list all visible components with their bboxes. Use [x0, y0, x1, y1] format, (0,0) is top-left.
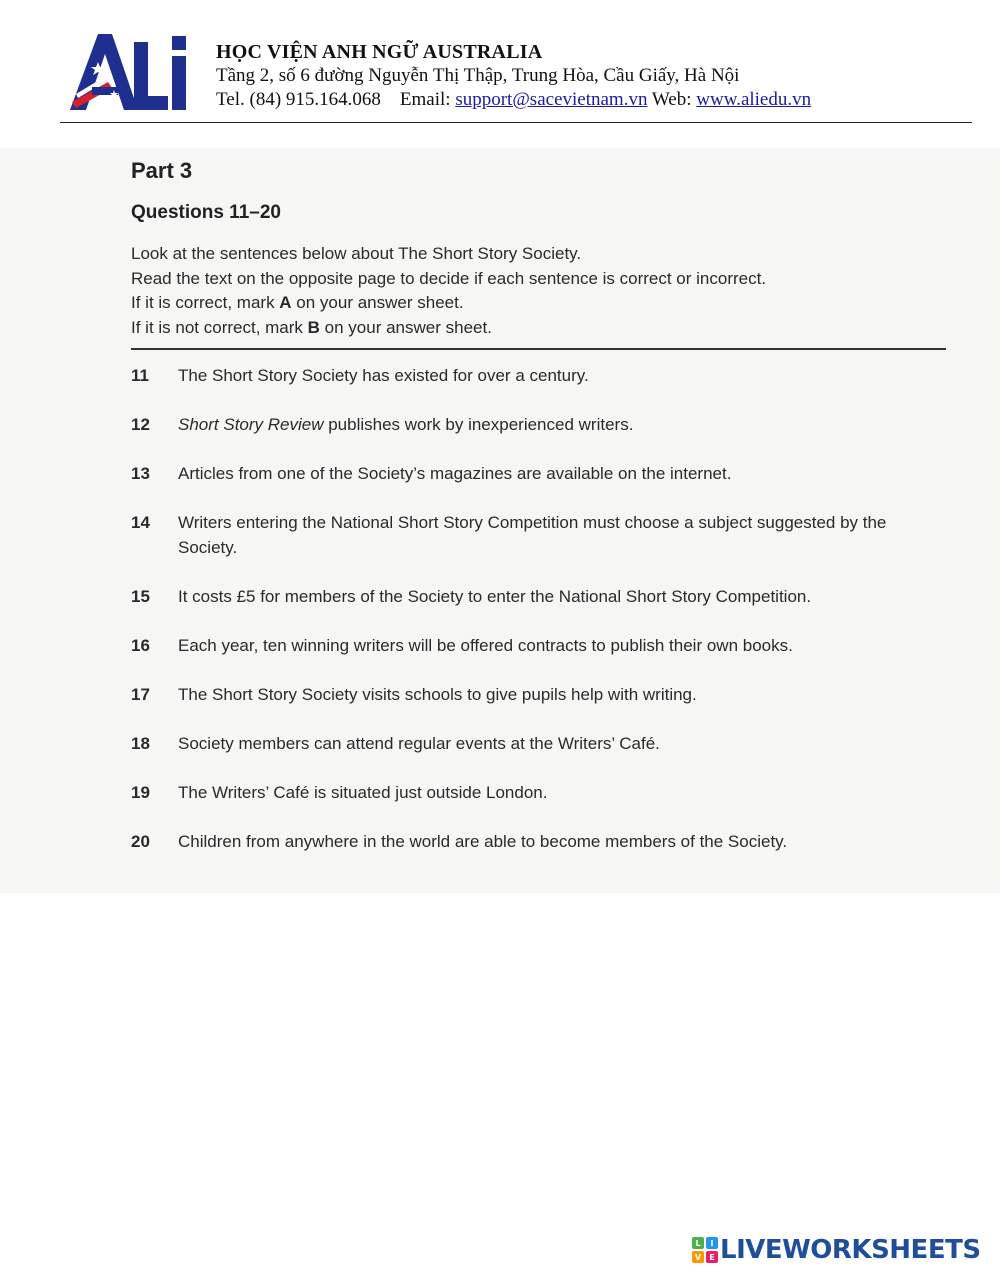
liveworksheets-wordmark: LIVEWORKSHEETS — [720, 1235, 981, 1265]
email-link[interactable]: support@sacevietnam.vn — [455, 89, 648, 110]
liveworksheets-logo-icon — [692, 1237, 718, 1263]
question-text: Articles from one of the Society’s magazines are available on the internet. — [178, 464, 732, 483]
instructions — [131, 242, 766, 340]
question-text: The Short Story Society visits schools to give pupils help with writing. — [178, 685, 697, 704]
question-text: Each year, ten winning writers will be offered contracts to publish their own books. — [178, 636, 793, 655]
part-heading: Part 3 — [131, 158, 193, 183]
email-label: Email: — [399, 89, 451, 110]
question-item — [131, 585, 946, 610]
question-number: 13 — [131, 464, 150, 483]
question-item — [131, 364, 946, 389]
question-item — [131, 413, 946, 438]
question-item — [131, 683, 946, 708]
question-text: The Short Story Society has existed for over a century. — [178, 366, 589, 385]
question-number: 12 — [131, 415, 150, 434]
question-text: The Writers’ Café is situated just outside London. — [178, 783, 548, 802]
question-number: 17 — [131, 685, 150, 704]
question-number: 11 — [131, 366, 149, 385]
liveworksheets-brand[interactable] — [692, 1232, 981, 1268]
svg-text:L: L — [695, 1239, 701, 1248]
header-divider — [60, 122, 972, 123]
org-name: HỌC VIỆN ANH NGỮ AUSTRALIA — [216, 41, 543, 63]
question-item — [131, 732, 946, 757]
svg-text:E: E — [709, 1253, 715, 1262]
question-item — [131, 830, 946, 855]
question-number: 19 — [131, 783, 150, 802]
question-number: 14 — [131, 513, 150, 532]
organization-info — [216, 40, 811, 112]
question-number: 15 — [131, 587, 150, 606]
question-text: It costs £5 for members of the Society to enter the National Short Story Competition. — [178, 587, 812, 606]
org-tel: Tel. (84) 915.164.068 — [216, 89, 381, 110]
svg-text:V: V — [694, 1253, 702, 1262]
web-link[interactable]: www.aliedu.vn — [696, 89, 812, 110]
question-item — [131, 634, 946, 659]
question-item — [131, 781, 946, 806]
svg-text:I: I — [710, 1239, 714, 1248]
question-item — [131, 511, 946, 560]
question-text: Short Story Review publishes work by inexperienced writers. — [178, 415, 634, 434]
web-label: Web: — [651, 89, 692, 110]
letterhead — [0, 0, 1000, 125]
question-number: 16 — [131, 636, 150, 655]
instruction-line: If it is not correct, mark B on your answer sheet. — [131, 317, 492, 337]
question-number: 20 — [131, 832, 150, 851]
ali-logo — [68, 32, 192, 112]
question-text: Writers entering the National Short Story Competition must choose a subject suggested by the Society. — [178, 513, 887, 557]
questions-divider — [131, 348, 946, 350]
svg-text:ALi: ALi — [68, 32, 70, 33]
instruction-line: Look at the sentences below about The Short Story Society. — [131, 244, 582, 263]
question-number: 18 — [131, 734, 150, 753]
org-address: Tầng 2, số 6 đường Nguyễn Thị Thập, Trung Hòa, Cầu Giấy, Hà Nội — [216, 65, 740, 86]
questions-heading: Questions 11–20 — [131, 202, 281, 223]
question-text: Society members can attend regular events at the Writers’ Café. — [178, 734, 660, 753]
instruction-line: Read the text on the opposite page to decide if each sentence is correct or incorrect. — [131, 268, 767, 288]
org-contact — [216, 88, 811, 112]
question-item — [131, 462, 946, 487]
magazine-title: Short Story Review — [178, 415, 324, 434]
instruction-line: If it is correct, mark A on your answer sheet. — [131, 293, 464, 312]
question-text: Children from anywhere in the world are able to become members of the Society. — [178, 832, 788, 851]
